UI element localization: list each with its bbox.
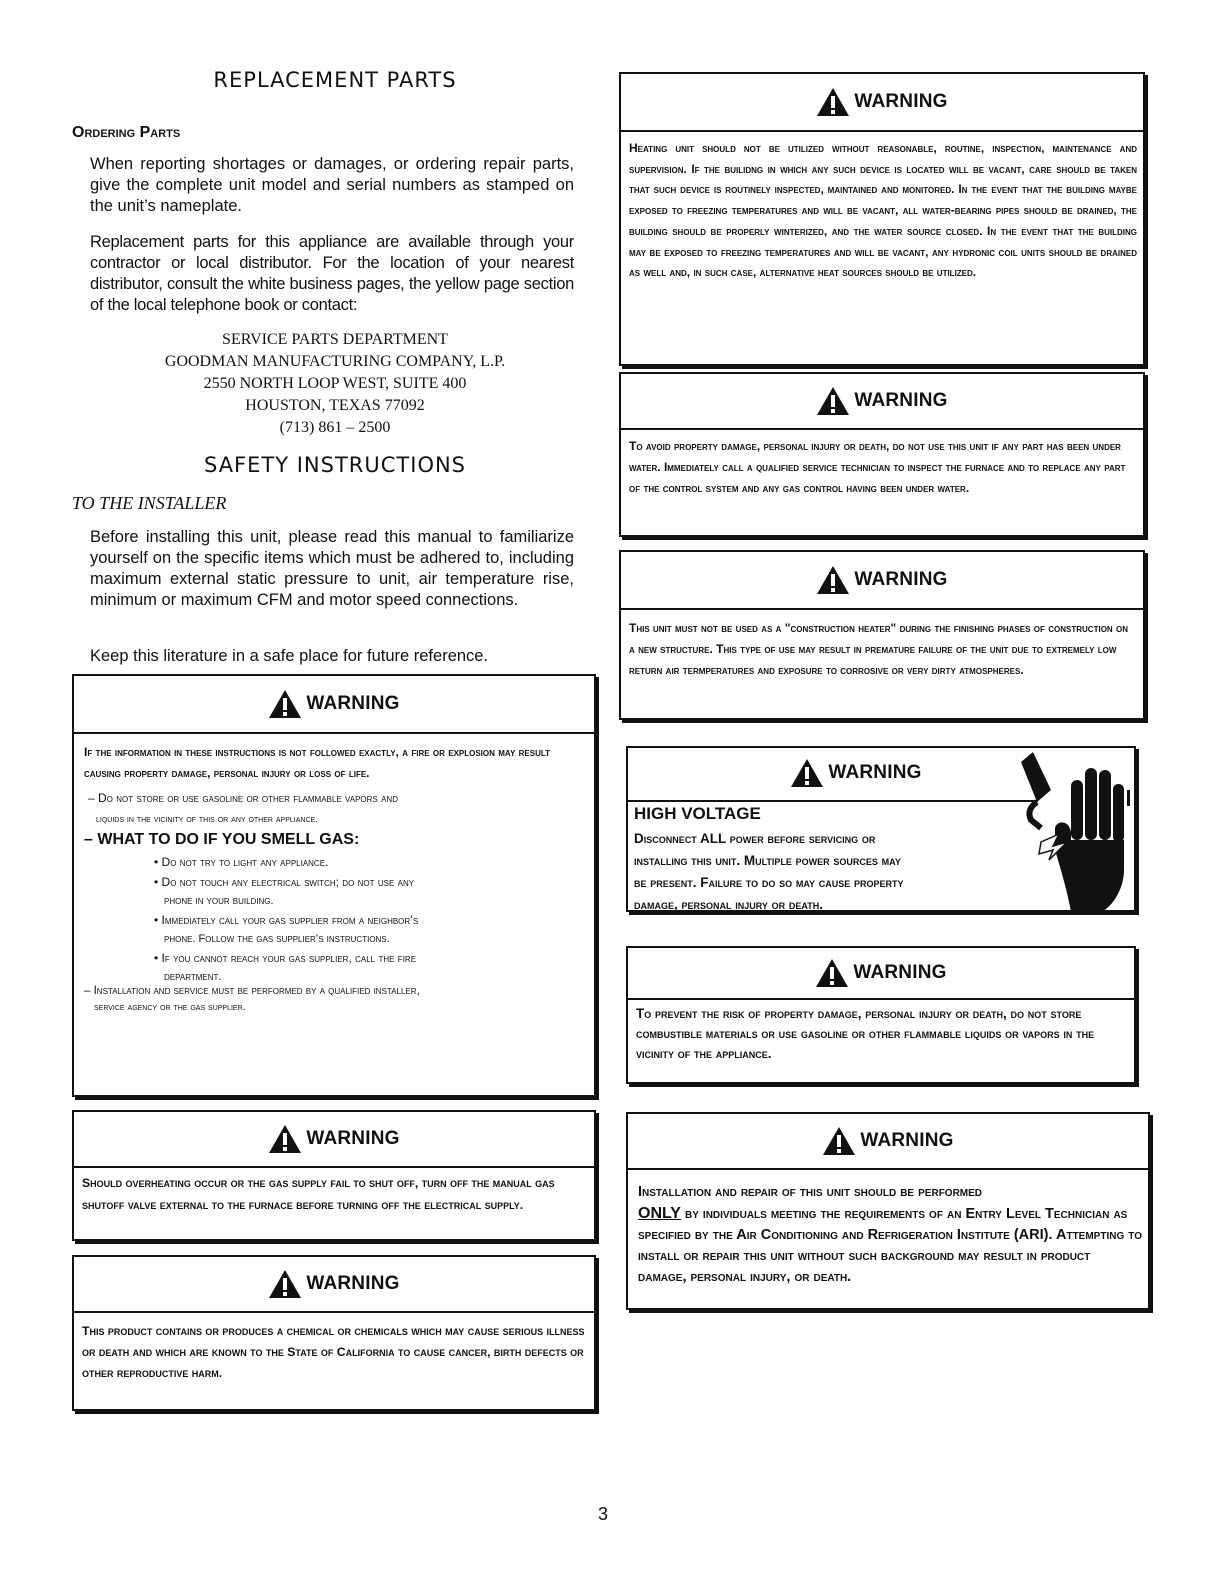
address-block <box>100 329 570 439</box>
warning-header <box>621 374 1143 430</box>
warning-triangle-icon <box>790 758 824 788</box>
warning-triangle-icon <box>268 689 302 719</box>
warning-combustible-text: To prevent the risk of property damage, personal injury or death, do not store combustible materials or use gasoline or other flammable liquids or vapors in the vicinity of the appliance. <box>636 1006 1095 1061</box>
high-voltage-line: Disconnect ALL power before servicing or <box>634 831 876 846</box>
address-line: 2550 NORTH LOOP WEST, SUITE 400 <box>203 375 467 392</box>
warning-box-water <box>619 372 1145 537</box>
warning-header <box>626 746 1026 800</box>
smell-gas-bullet: phone in your building. <box>164 895 274 907</box>
electric-shock-hand-icon <box>1011 750 1136 912</box>
warning-ari-part1: Installation and repair of this unit should be performed <box>638 1184 983 1200</box>
replacement-parts-title: REPLACEMENT PARTS <box>213 68 457 92</box>
warning-triangle-icon <box>822 1126 856 1156</box>
warning-construction-text: This unit must not be used as a "construction heater" during the finishing phases of construction on a new structure. This type of use may result in premature failure of the unit due to extremely low return air termperatures and exposure to corrosive or very dirty atmospheres. <box>629 621 1129 677</box>
warning-triangle-icon <box>816 87 850 117</box>
warning-box-high-voltage <box>626 746 1138 916</box>
warning-box-construction <box>619 550 1145 720</box>
warning-gas-item: – Do not store or use gasoline or other flammable vapors and <box>88 791 398 805</box>
warning-triangle-icon <box>816 386 850 416</box>
warning-box-chemicals <box>72 1255 596 1411</box>
address-line: (713) 861 – 2500 <box>279 419 391 436</box>
smell-gas-heading: – WHAT TO DO IF YOU SMELL GAS: <box>84 831 360 848</box>
warning-water-text: To avoid property damage, personal injury or death, do not use this unit if any part has been under water. Immediately call a qualified service technician to inspect the furnace and to replace any part of the control system and any gas control having been under water. <box>629 439 1126 495</box>
warning-ari-text <box>628 1170 1148 1292</box>
installer-paragraph-1: Before installing this unit, please read this manual to familiarize yourself on the specific items which must be adhered to, including maximum external static pressure to unit, air temperature rise, minimum or maximum CFM and motor speed connections. <box>90 528 574 609</box>
smell-gas-bullet: • Do not touch any electrical switch; do not use any <box>154 875 415 889</box>
high-voltage-text <box>634 828 904 916</box>
warning-header <box>628 948 1134 1000</box>
smell-gas-bullet: department. <box>164 971 222 983</box>
high-voltage-line: be present. Failure to do so may cause property <box>634 875 904 890</box>
warning-label: WARNING <box>860 1130 954 1151</box>
smell-gas-bullet: phone. Follow the gas supplier’s instructions. <box>164 933 390 945</box>
warning-gas-intro: If the information in these instructions is not followed exactly, a fire or explosion may result causing property damage, personal injury or loss of life. <box>84 745 551 780</box>
warning-header <box>621 552 1143 610</box>
smell-gas-bullet: • Do not try to light any appliance. <box>154 855 329 869</box>
smell-gas-bullet: • If you cannot reach your gas supplier, call the fire <box>154 951 417 965</box>
ordering-paragraph-1: When reporting shortages or damages, or ordering repair parts, give the complete unit model and serial numbers as stamped on the unit’s nameplate. <box>90 155 574 215</box>
warning-triangle-icon <box>268 1124 302 1154</box>
warning-heating-text: Heating unit should not be utilized without reasonable, routine, inspection, maintenance and supervision. If the builidng in which any such device is located will be vacant, care should be taken that such device is routinely inspected, maintained and monitored. In the event that the building maybe exposed to freezing temperatures and will be vacant, all water-bearing pipes should be drained, the building should be properly winterized, and the water source closed. In the event that the building may be exposed to freezing temperatures and will be vacant, any hydronic coil units should be drained as well and, in such case, alternative heat sources should be utilized. <box>629 141 1137 280</box>
warning-header <box>74 676 594 734</box>
safety-instructions-title: SAFETY INSTRUCTIONS <box>203 453 467 477</box>
ordering-parts-heading: Ordering Parts <box>72 124 181 141</box>
warning-ari-part2: by individuals meeting the requirements of an Entry Level Technician as specified by the Air Conditioning and Refrigeration Institute (ARI). Attempting to install or repair this unit without such background may result in product damage, personal injury, or death. <box>638 1206 1142 1285</box>
address-line: SERVICE PARTS DEPARTMENT <box>222 331 448 348</box>
warning-gas-item: liquids in the vicinity of this or any other appliance. <box>96 813 319 825</box>
warning-box-heating-unit <box>619 72 1145 366</box>
warning-label: WARNING <box>854 91 948 112</box>
warning-triangle-icon <box>268 1269 302 1299</box>
warning-label: WARNING <box>854 390 948 411</box>
warning-label: WARNING <box>828 762 922 783</box>
page-number: 3 <box>598 1504 609 1524</box>
warning-chemicals-text: This product contains or produces a chemical or chemicals which may cause serious illness or death and which are known to the State of California to cause cancer, birth defects or other reproductive harm. <box>82 1324 585 1380</box>
warning-triangle-icon <box>815 958 849 988</box>
warning-box-gas <box>72 674 596 1097</box>
warning-ari-only: ONLY <box>638 1205 681 1222</box>
high-voltage-heading: HIGH VOLTAGE <box>634 804 761 823</box>
warning-body <box>74 734 594 1013</box>
warning-label: WARNING <box>854 569 948 590</box>
warning-overheating-text: Should overheating occur or the gas supply fail to shut off, turn off the manual gas shutoff valve external to the furnace before turning off the electrical supply. <box>82 1176 555 1212</box>
warning-box-overheating <box>72 1110 596 1241</box>
warning-header <box>74 1257 594 1313</box>
high-voltage-line: installing this unit. Multiple power sources may <box>634 853 901 868</box>
warning-header <box>621 74 1143 132</box>
installer-paragraph-2: Keep this literature in a safe place for future reference. <box>90 647 489 665</box>
warning-triangle-icon <box>816 565 850 595</box>
to-the-installer-heading: TO THE INSTALLER <box>72 493 227 513</box>
ordering-paragraph-2: Replacement parts for this appliance are available through your contractor or local distributor. For the location of your nearest distributor, consult the white business pages, the yellow page section of the local telephone book or contact: <box>90 233 574 314</box>
high-voltage-line: damage, personal injury or death. <box>634 897 824 912</box>
warning-label: WARNING <box>306 693 400 714</box>
warning-header <box>74 1112 594 1168</box>
address-line: GOODMAN MANUFACTURING COMPANY, L.P. <box>164 353 506 370</box>
address-line: HOUSTON, TEXAS 77092 <box>245 397 425 414</box>
warning-label: WARNING <box>853 962 947 983</box>
warning-label: WARNING <box>306 1128 400 1149</box>
warning-label: WARNING <box>306 1273 400 1294</box>
warning-gas-final: – Installation and service must be performed by a qualified installer, <box>84 985 420 997</box>
smell-gas-bullet: • Immediately call your gas supplier from a neighbor’s <box>154 913 419 927</box>
warning-box-ari <box>626 1112 1150 1310</box>
warning-header <box>628 1114 1148 1170</box>
warning-box-combustible <box>626 946 1136 1084</box>
warning-gas-final: service agency or the gas supplier. <box>94 1001 246 1013</box>
